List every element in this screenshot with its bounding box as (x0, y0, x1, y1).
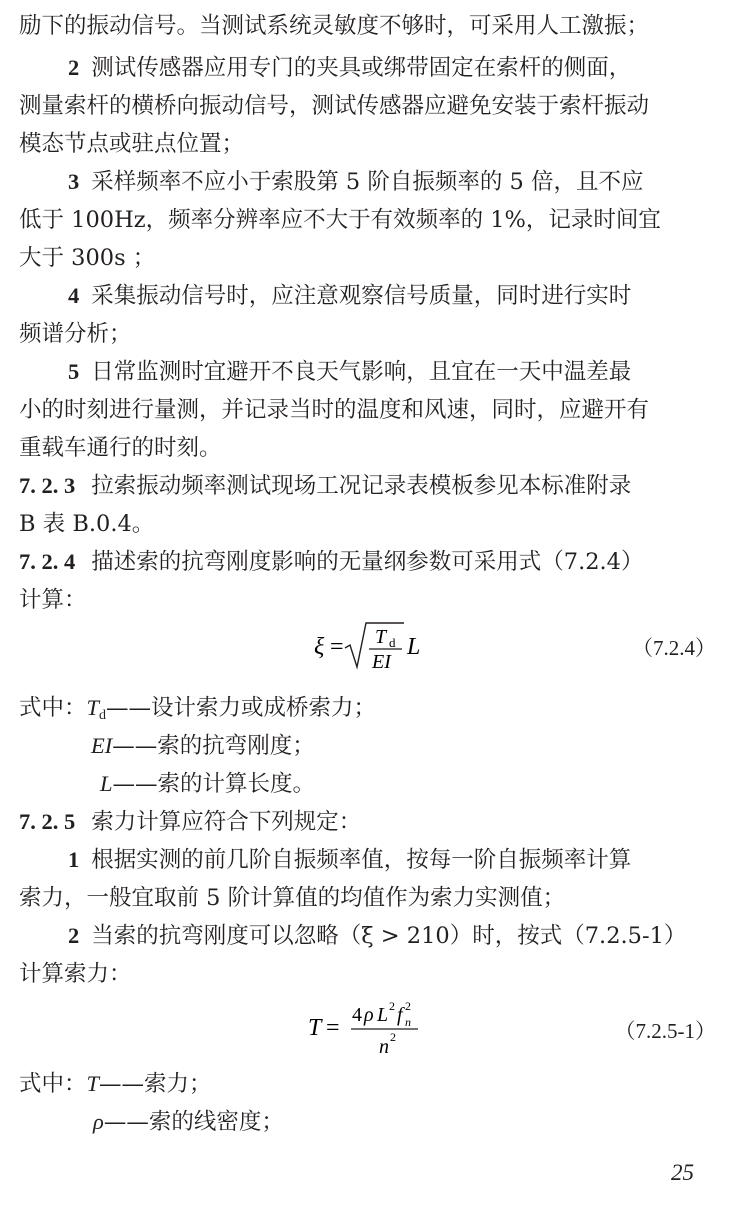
where-definition-Td: 式中：$T_d——$设计索力或成桥索力； (19, 695, 377, 723)
section-number: 7. 2. 3 (19, 473, 76, 498)
equation-number: （7.2.4） (632, 636, 716, 660)
item-number: 2 (68, 55, 80, 80)
list-item-1: 1 根据实测的前几阶自振频率值，按每一阶自振频率计算 (68, 847, 632, 873)
L-symbol: L (377, 1004, 389, 1026)
where-definition-T: 式中：T——索力； (19, 1071, 212, 1097)
text-line: 大于 300s ； (19, 245, 156, 271)
section-7-2-3: 7. 2. 3 拉索振动频率测试现场工况记录表模板参见本标准附录 (19, 473, 632, 499)
denominator-n: n (379, 1036, 389, 1058)
multiplier-L: L (407, 634, 421, 660)
n-exponent: 2 (390, 1030, 396, 1044)
item-number: 5 (68, 359, 80, 384)
formula-7-2-4 (0, 615, 742, 675)
text-line: B 表 B.0.4。 (19, 511, 155, 537)
text-line: 重载车通行的时刻。 (19, 435, 222, 461)
text-line: 小的时刻进行量测，并记录当时的温度和风速，同时，应避开有 (19, 397, 650, 423)
item-number: 1 (68, 847, 80, 872)
T-symbol: T (308, 1015, 322, 1041)
where-definition-L: L——索的计算长度。 (100, 771, 316, 797)
list-item-2b: 2 当索的抗弯刚度可以忽略（ξ > 210）时，按式（7.2.5-1） (68, 923, 687, 949)
formula-graphic (0, 615, 742, 675)
numerator-T: T (375, 626, 387, 648)
text-line: 低于 100Hz，频率分辨率应不大于有效频率的 1%，记录时间宜 (19, 207, 661, 233)
list-item-2: 2 测试传感器应用专门的夹具或绑带固定在索杆的侧面， (68, 55, 632, 81)
item-number: 2 (68, 923, 80, 948)
equation-number: （7.2.5-1） (614, 1019, 716, 1043)
item-number: 4 (68, 283, 80, 308)
list-item-3: 3 采样频率不应小于索股第 5 阶自振频率的 5 倍，且不应 (68, 169, 644, 195)
formula-7-2-5-1 (0, 995, 742, 1061)
item-number: 3 (68, 169, 80, 194)
text-line: 励下的振动信号。当测试系统灵敏度不够时，可采用人工激振； (19, 13, 650, 39)
section-number: 7. 2. 5 (19, 809, 76, 834)
xi-symbol: ξ (314, 634, 325, 660)
f-symbol: f (397, 1004, 403, 1026)
list-item-5: 5 日常监测时宜避开不良天气影响，且宜在一天中温差最 (68, 359, 632, 385)
L-exponent: 2 (389, 999, 395, 1013)
section-7-2-5: 7. 2. 5 索力计算应符合下列规定： (19, 809, 362, 835)
equals-sign: = (330, 634, 344, 660)
f-subscript: n (405, 1015, 411, 1029)
numerator-sub: d (389, 635, 396, 650)
where-definition-rho: ρ——索的线密度； (93, 1109, 284, 1135)
text-line: 计算： (19, 587, 87, 613)
text-line: 频谱分析； (19, 321, 132, 347)
equals-sign: = (326, 1015, 340, 1041)
text-line: 索力，一般宜取前 5 阶计算值的均值作为索力实测值； (19, 885, 566, 911)
denominator-EI: EI (372, 651, 391, 673)
rho-symbol: ρ (364, 1004, 374, 1026)
coefficient: 4 (352, 1004, 362, 1026)
section-7-2-4: 7. 2. 4 描述索的抗弯刚度影响的无量纲参数可采用式（7.2.4） (19, 549, 644, 575)
page-number: 25 (671, 1160, 694, 1185)
section-number: 7. 2. 4 (19, 549, 76, 574)
text-line: 计算索力： (19, 961, 132, 987)
text-line: 测量索杆的横桥向振动信号，测试传感器应避免安装于索杆振动 (19, 93, 650, 119)
text-line: 模态节点或驻点位置； (19, 131, 245, 157)
f-exponent: 2 (405, 999, 411, 1013)
where-definition-EI: EI——索的抗弯刚度； (91, 733, 315, 759)
list-item-4: 4 采集振动信号时，应注意观察信号质量，同时进行实时 (68, 283, 632, 309)
